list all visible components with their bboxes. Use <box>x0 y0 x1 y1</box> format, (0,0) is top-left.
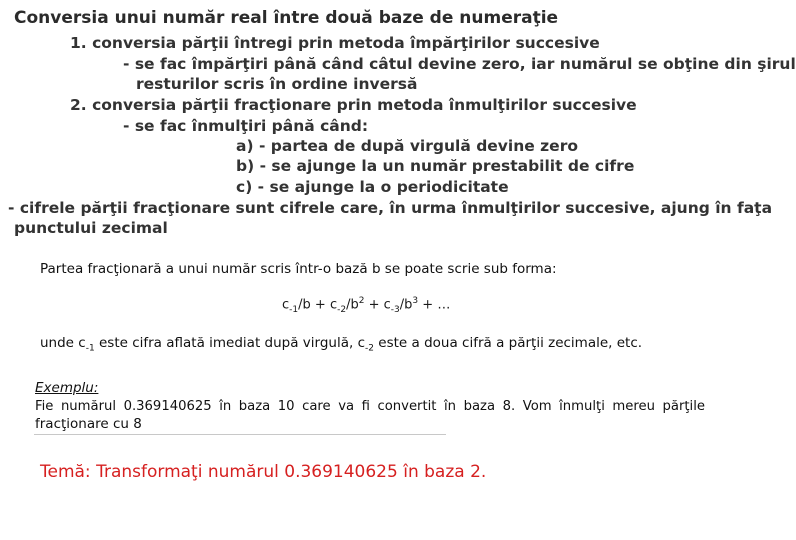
formula-sub2: -2 <box>337 304 347 315</box>
condition-b: b) - se ajunge la un număr prestabilit de cifre <box>236 157 635 175</box>
formula-b3: /b <box>399 297 413 313</box>
condition-a: a) - partea de după virgulă devine zero <box>236 137 578 155</box>
example-line-2: fracţionare cu 8 <box>35 416 142 432</box>
item-1-description-continued: resturilor scris în ordine inversă <box>136 75 418 93</box>
item-2-description: - se fac înmulţiri până când: <box>123 117 369 135</box>
note-continued: punctului zecimal <box>14 219 168 237</box>
cifra-explanation <box>40 335 642 354</box>
formula-tail: + … <box>418 297 451 313</box>
formula-plus1: + <box>310 297 330 313</box>
formula-b1: /b <box>298 297 311 313</box>
fraction-formula <box>282 296 450 315</box>
item-1: 1. conversia părţii întregi prin metoda împărţirilor succesive <box>70 34 600 52</box>
formula-b2: /b <box>346 297 359 313</box>
formula-c2: c <box>329 297 338 313</box>
explanation-part-3: este a doua cifră a părţii zecimale, etc. <box>374 335 643 351</box>
item-1-description: - se fac împărţiri până când câtul devine zero, iar numărul se obţine din şirul <box>123 55 796 73</box>
formula-exp3: 3 <box>412 296 419 306</box>
explanation-sub-1: -1 <box>85 343 95 354</box>
formula-sub1: -1 <box>289 304 299 315</box>
formula-c3: c <box>383 297 391 313</box>
condition-c: c) - se ajunge la o periodicitate <box>236 178 509 196</box>
example-line-1: Fie numărul 0.369140625 în baza 10 care va fi convertit în baza 8. Vom înmulţi mereu părţile <box>35 399 705 414</box>
note: - cifrele părţii fracţionare sunt cifrele care, în urma înmulţirilor succesive, ajung în faţa <box>8 199 773 217</box>
page-title: Conversia unui număr real între două baze de numeraţie <box>14 8 559 28</box>
formula-sub3: -3 <box>390 304 400 315</box>
example-divider <box>34 434 446 435</box>
explanation-part-1: unde c <box>40 335 86 351</box>
example-heading: Exemplu: <box>35 380 99 396</box>
explanation-sub-2: -2 <box>365 343 374 354</box>
homework-assignment: Temă: Transformaţi numărul 0.369140625 în baza 2. <box>40 462 487 482</box>
formula-plus2: + <box>364 297 384 313</box>
fraction-intro: Partea fracţionară a unui număr scris într-o bază b se poate scrie sub forma: <box>40 261 557 277</box>
formula-exp2: 2 <box>358 296 365 306</box>
formula-c1: c <box>282 297 290 313</box>
explanation-part-2: este cifra aflată imediat după virgulă, c <box>94 335 366 351</box>
item-2: 2. conversia părţii fracţionare prin metoda înmulţirilor succesive <box>70 96 637 114</box>
